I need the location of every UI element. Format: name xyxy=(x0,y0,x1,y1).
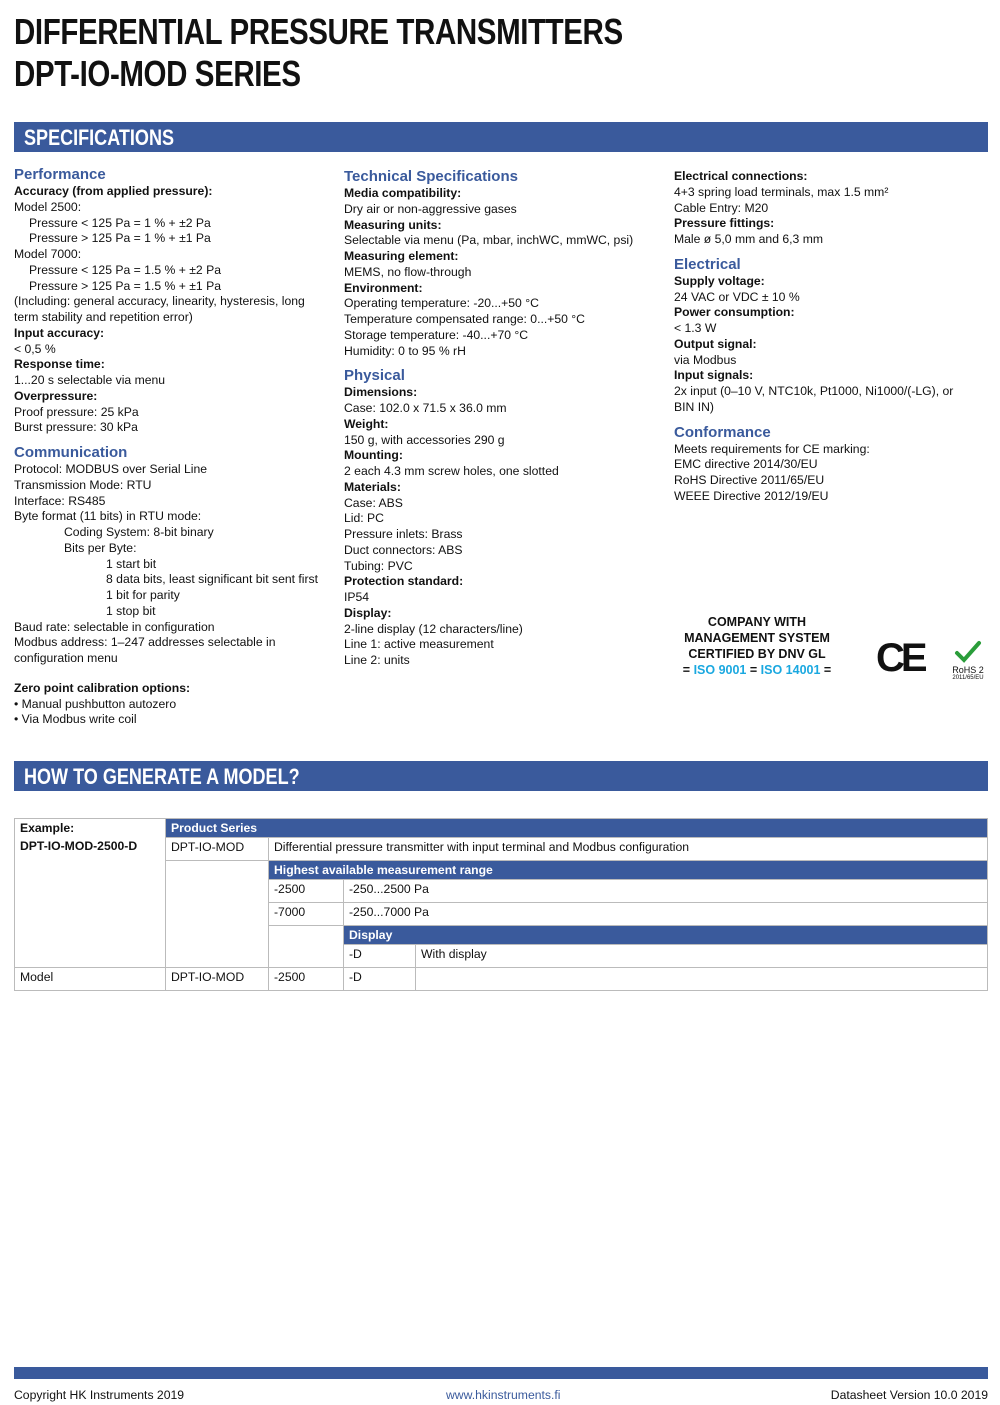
model-range: -2500 xyxy=(269,968,344,991)
text: via Modbus xyxy=(674,352,737,367)
range-desc: -250...7000 Pa xyxy=(344,903,988,926)
separator: = xyxy=(682,663,691,677)
model-display: -D xyxy=(344,968,416,991)
text: Model 7000: xyxy=(14,247,82,261)
example-cell xyxy=(15,819,166,968)
cert-line: COMPANY WITH xyxy=(707,615,807,629)
text: Pressure inlets: Brass xyxy=(344,527,463,541)
text: 4+3 spring load terminals, max 1.5 mm² xyxy=(674,184,889,199)
label: Overpressure: xyxy=(14,388,98,403)
text: 2-line display (12 characters/line) xyxy=(344,621,523,636)
text: Selectable via menu (Pa, mbar, inchWC, mmWC, psi) xyxy=(344,233,634,248)
section-band-specifications xyxy=(14,122,988,152)
label: Media compatibility: xyxy=(344,186,462,200)
text: Tubing: PVC xyxy=(344,558,413,573)
label: Environment: xyxy=(344,280,423,295)
label: Mounting: xyxy=(344,448,403,463)
text: Male ø 5,0 mm and 6,3 mm xyxy=(674,232,824,246)
display-desc: With display xyxy=(416,945,988,968)
label: Measuring units: xyxy=(344,217,442,232)
label: Accuracy (from applied pressure): xyxy=(14,184,213,198)
label: Measuring element: xyxy=(344,249,459,263)
doc-title-line2: DPT-IO-MOD SERIES xyxy=(14,53,301,94)
rohs-label: RoHS 2 xyxy=(952,665,984,675)
label: Response time: xyxy=(14,357,105,372)
list-item: • Via Modbus write coil xyxy=(14,712,137,727)
range-code: -7000 xyxy=(269,903,344,926)
heading-electrical: Electrical xyxy=(674,255,741,273)
text: 150 g, with accessories 290 g xyxy=(344,432,505,447)
text: Pressure > 125 Pa = 1.5 % + ±1 Pa xyxy=(29,278,221,293)
separator: = xyxy=(749,663,758,677)
text: Operating temperature: -20...+50 °C xyxy=(344,296,539,311)
label: Dimensions: xyxy=(344,385,418,400)
text: 24 VAC or VDC ± 10 % xyxy=(674,289,800,304)
table-row xyxy=(15,968,988,991)
text: BIN IN) xyxy=(674,399,714,414)
separator: = xyxy=(823,663,832,677)
example-code: DPT-IO-MOD-2500-D xyxy=(20,839,138,853)
text: Case: ABS xyxy=(344,495,403,510)
label: Pressure fittings: xyxy=(674,216,775,231)
section-title: SPECIFICATIONS xyxy=(24,125,175,150)
label: Supply voltage: xyxy=(674,273,765,288)
text: Meets requirements for CE marking: xyxy=(674,441,870,456)
text: Modbus address: 1–247 addresses selectable in xyxy=(14,635,276,650)
range-desc: -250...2500 Pa xyxy=(344,880,988,903)
text: IP54 xyxy=(344,590,370,604)
text: Line 2: units xyxy=(344,653,410,667)
footer-url[interactable]: www.hkinstruments.fi xyxy=(446,1388,561,1402)
label: Protection standard: xyxy=(344,574,464,589)
label: Output signal: xyxy=(674,336,757,351)
label: Zero point calibration options: xyxy=(14,680,191,695)
cert-line: MANAGEMENT SYSTEM xyxy=(684,631,830,645)
section-title: HOW TO GENERATE A MODEL? xyxy=(24,764,300,789)
text: < 1.3 W xyxy=(674,321,717,335)
section-band-generate xyxy=(14,761,988,791)
text: MEMS, no flow-through xyxy=(344,264,472,279)
text: Proof pressure: 25 kPa xyxy=(14,404,139,419)
checkmark-icon xyxy=(954,640,982,664)
spec-column-3 xyxy=(674,169,953,505)
model-table xyxy=(14,818,988,991)
heading-performance: Performance xyxy=(14,166,106,183)
text: Bits per Byte: xyxy=(64,540,137,555)
text: Burst pressure: 30 kPa xyxy=(14,420,138,435)
series-desc: Differential pressure transmitter with input terminal and Modbus configuration xyxy=(269,838,988,861)
text: Pressure > 125 Pa = 1 % + ±1 Pa xyxy=(29,231,211,246)
text: Dry air or non-aggressive gases xyxy=(344,201,517,216)
cert-line: CERTIFIED BY DNV GL xyxy=(688,647,826,661)
text: Line 1: active measurement xyxy=(344,637,494,652)
text: 1 stop bit xyxy=(106,603,156,618)
display-code: -D xyxy=(344,945,416,968)
heading-communication: Communication xyxy=(14,444,128,461)
range-code: -2500 xyxy=(269,880,344,903)
iso-14001: ISO 14001 xyxy=(760,663,821,677)
text: Interface: RS485 xyxy=(14,493,106,508)
text: Baud rate: selectable in configuration xyxy=(14,619,215,634)
model-label: Model xyxy=(15,968,166,991)
rohs-logo xyxy=(948,640,988,682)
text: 2 each 4.3 mm screw holes, one slotted xyxy=(344,464,559,478)
text: RoHS Directive 2011/65/EU xyxy=(674,473,825,487)
product-series-header: Product Series xyxy=(166,819,988,838)
footer-version: Datasheet Version 10.0 2019 xyxy=(830,1388,988,1402)
text: term stability and repetition error) xyxy=(14,310,193,324)
label: Materials: xyxy=(344,479,401,494)
label: Display: xyxy=(344,605,392,620)
text: 8 data bits, least significant bit sent first xyxy=(106,572,319,587)
text: Humidity: 0 to 95 % rH xyxy=(344,343,466,358)
label: Power consumption: xyxy=(674,305,795,320)
label: Input accuracy: xyxy=(14,325,105,340)
footer-copyright: Copyright HK Instruments 2019 xyxy=(14,1388,185,1402)
text: Pressure < 125 Pa = 1 % + ±2 Pa xyxy=(29,215,211,230)
text: Storage temperature: -40...+70 °C xyxy=(344,327,529,342)
label: Weight: xyxy=(344,416,389,431)
text: Byte format (11 bits) in RTU mode: xyxy=(14,509,202,524)
text: Pressure < 125 Pa = 1.5 % + ±2 Pa xyxy=(29,262,221,277)
text: 1 start bit xyxy=(106,556,157,571)
text: Protocol: MODBUS over Serial Line xyxy=(14,462,208,476)
text: 1 bit for parity xyxy=(106,588,180,602)
ce-mark-icon: CE xyxy=(876,636,924,680)
text: Duct connectors: ABS xyxy=(344,542,463,557)
text: Temperature compensated range: 0...+50 °C xyxy=(344,312,585,326)
label: Input signals: xyxy=(674,368,754,383)
rohs-sub: 2011/65/EU xyxy=(952,675,984,681)
range-header: Highest available measurement range xyxy=(269,861,988,880)
text: Lid: PC xyxy=(344,511,384,526)
list-item: • Manual pushbutton autozero xyxy=(14,696,177,711)
spec-column-2 xyxy=(344,168,633,669)
text: EMC directive 2014/30/EU xyxy=(674,457,818,472)
text: < 0,5 % xyxy=(14,341,56,356)
footer-bar xyxy=(14,1367,988,1379)
doc-title-line1: DIFFERENTIAL PRESSURE TRANSMITTERS xyxy=(14,11,623,52)
heading-technical: Technical Specifications xyxy=(344,168,518,185)
heading-physical: Physical xyxy=(344,367,405,385)
iso-9001: ISO 9001 xyxy=(693,663,747,677)
text: (Including: general accuracy, linearity, hysteresis, long xyxy=(14,294,305,309)
text: Coding System: 8-bit binary xyxy=(64,525,214,539)
text: Cable Entry: M20 xyxy=(674,200,769,215)
iso-line xyxy=(672,662,842,678)
certification-block xyxy=(672,614,842,678)
text: 1...20 s selectable via menu xyxy=(14,373,166,387)
display-header: Display xyxy=(344,926,988,945)
example-label: Example: xyxy=(20,821,75,835)
spec-column-1 xyxy=(14,166,318,728)
text: WEEE Directive 2012/19/EU xyxy=(674,488,829,503)
heading-conformance: Conformance xyxy=(674,423,771,441)
text: Transmission Mode: RTU xyxy=(14,477,152,492)
model-series: DPT-IO-MOD xyxy=(166,968,269,991)
text: Case: 102.0 x 71.5 x 36.0 mm xyxy=(344,401,507,415)
series-code: DPT-IO-MOD xyxy=(166,838,269,861)
text: configuration menu xyxy=(14,651,118,665)
text: Model 2500: xyxy=(14,199,82,214)
text: 2x input (0–10 V, NTC10k, Pt1000, Ni1000/(-LG), or xyxy=(674,384,954,398)
label: Electrical connections: xyxy=(674,169,808,183)
